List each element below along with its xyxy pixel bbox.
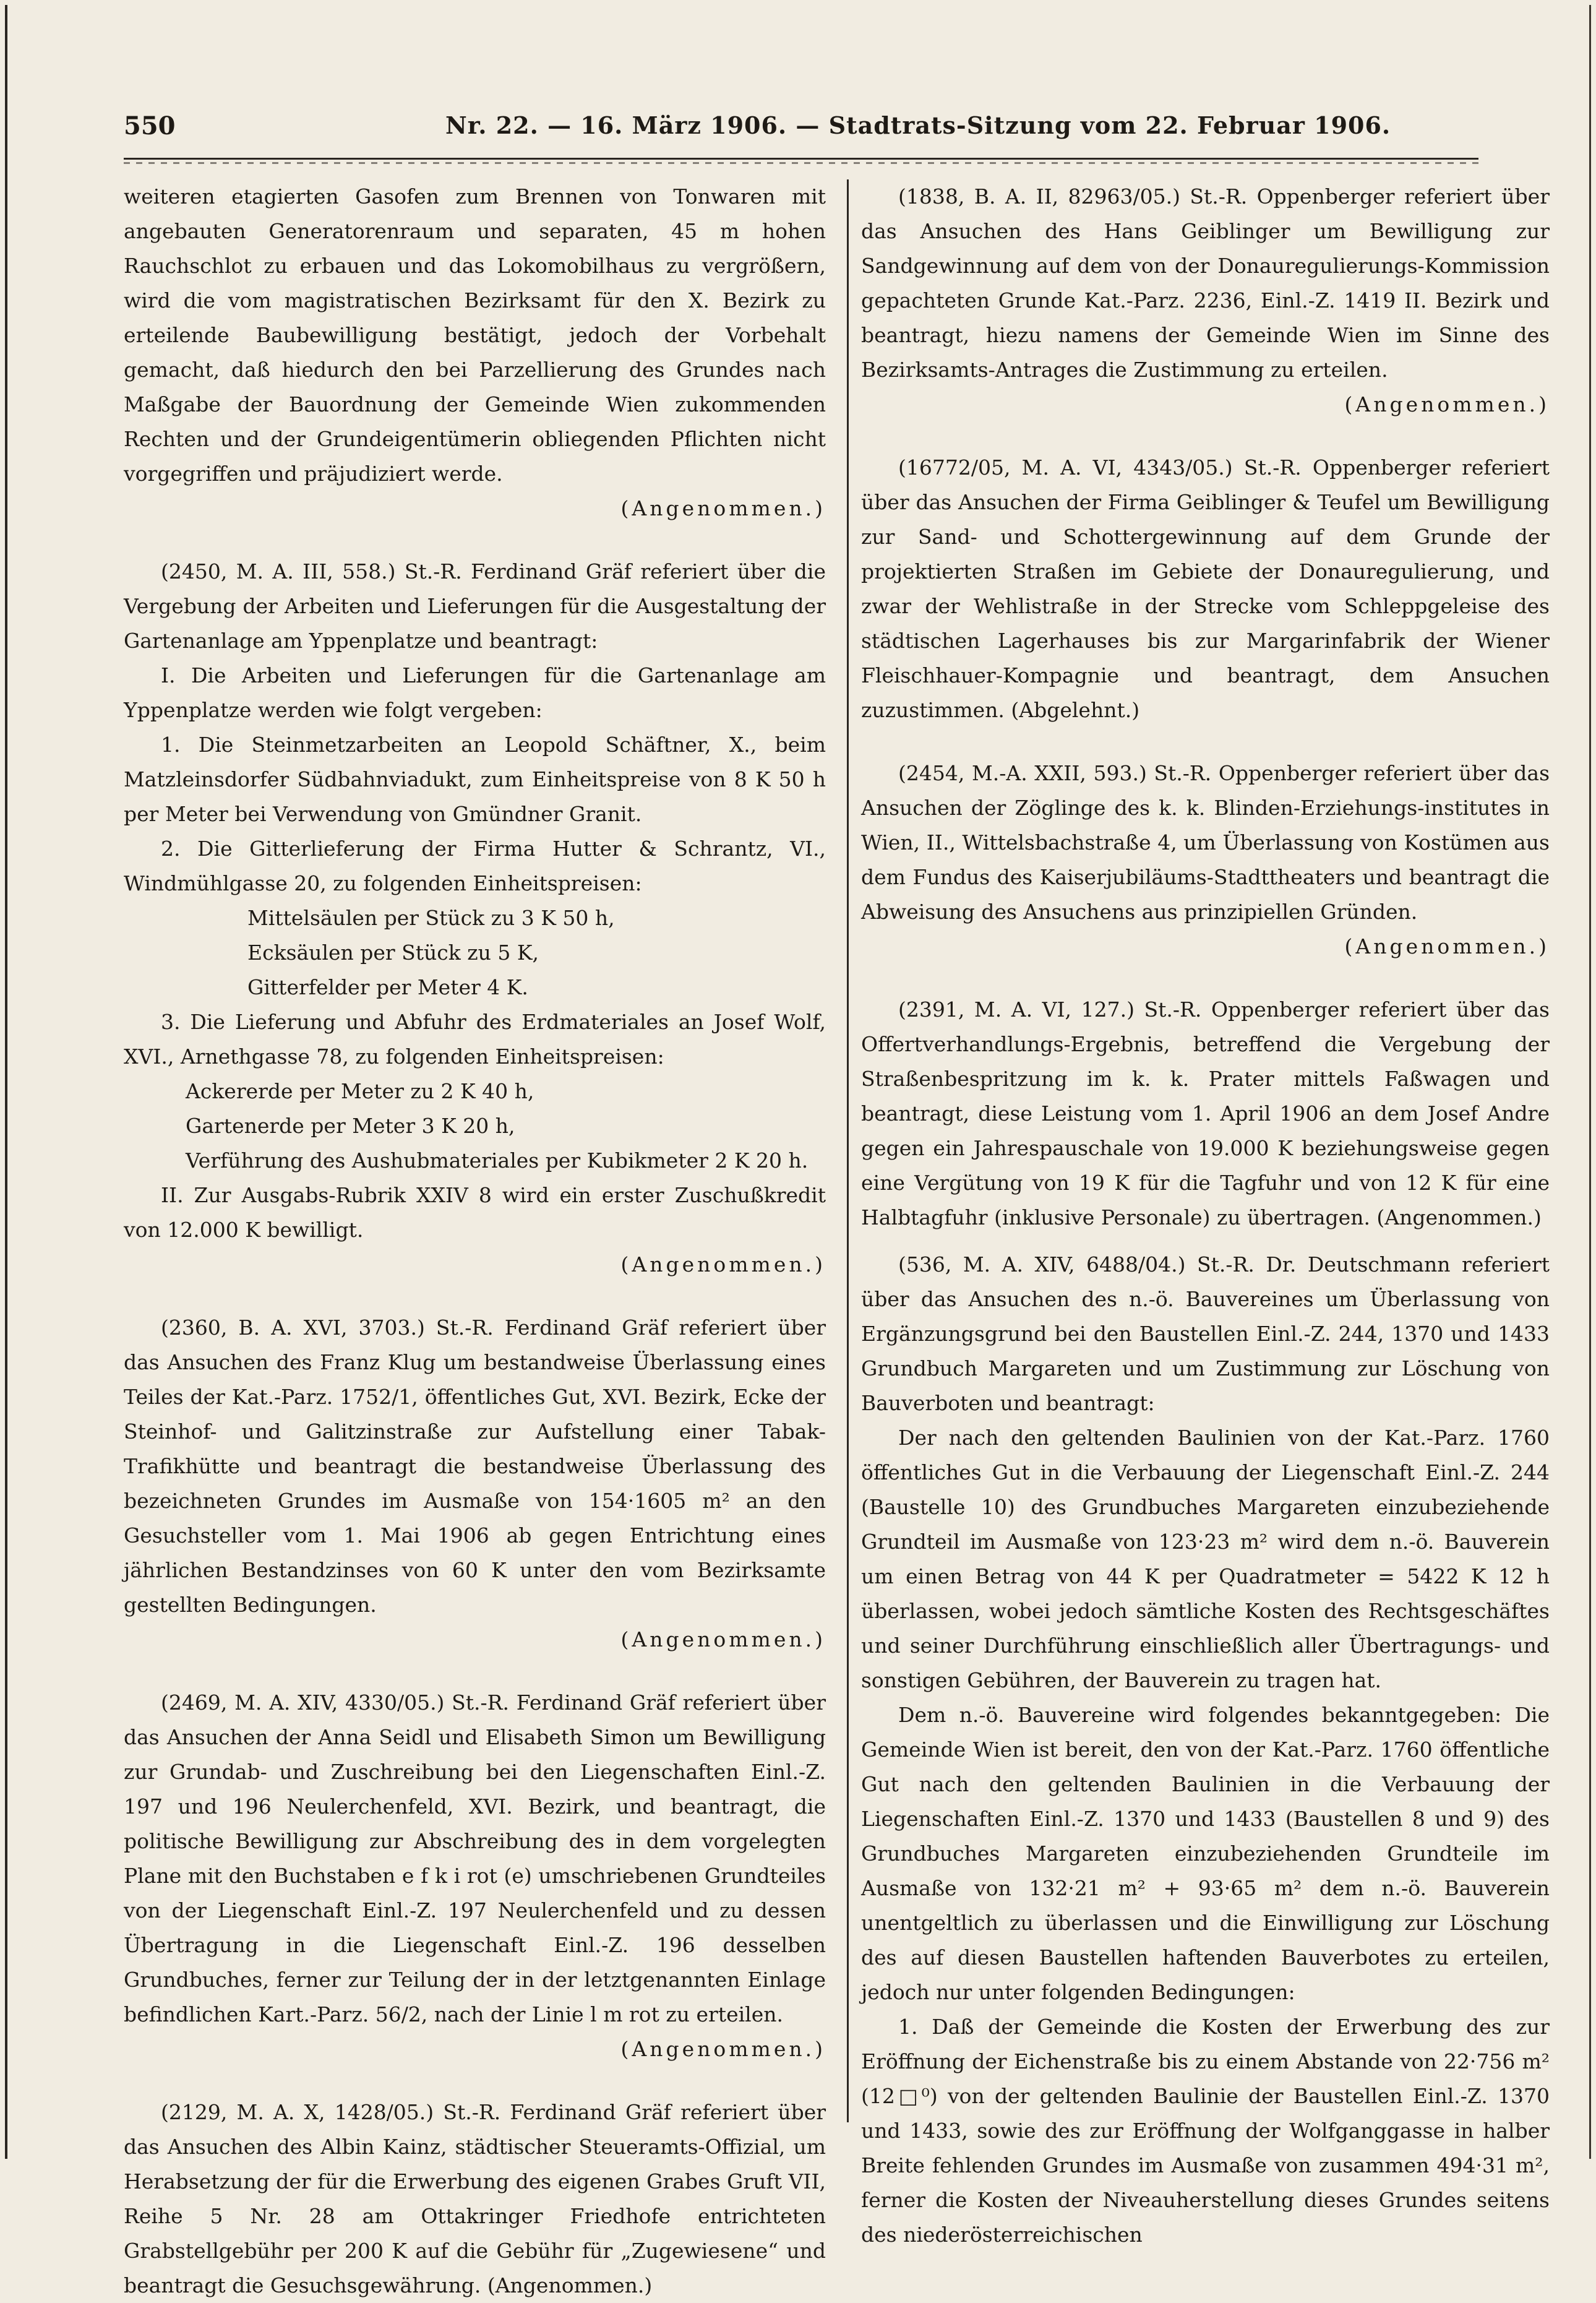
page-number: 550: [124, 111, 176, 140]
paragraph: (2450, M. A. III, 558.) St.-R. Ferdinand Gräf referiert über die Vergebung der Arbeiten und Lieferungen für die Ausgestaltung der Gartenanlage am Yppenplatze und beantragt:: [124, 559, 826, 653]
list-item: 2. Die Gitterlieferung der Firma Hutter & Schrantz, VI., Windmühlgasse 20, zu folgenden Einheitspreisen:: [124, 837, 826, 895]
paragraph: (2391, M. A. VI, 127.) St.-R. Oppenberger referiert über das Offertverhandlungs-Ergebnis, betreffend die Vergebung der Straßenbespritzung im k. k. Prater mittels Faßwagen und beantragt, diese Leistung vom 1. April 1906 an dem Josef Andre gegen ein Jahrespauschale von 19.000 K beziehungsweise gegen eine Vergütung von 19 K für die Tagfuhr und von 12 K für eine Halbtagfuhr (inklusive Personale) zu übertragen. (Angenommen.): [861, 997, 1550, 1229]
list-item: Der nach den geltenden Baulinien von der Kat.-Parz. 1760 öffentliches Gut in die Verbauung der Liegenschaft Einl.-Z. 244 (Baustelle 10) des Grundbuches Margareten einzubeziehende Grundteil im Ausmaße von 123·23 m² wird dem n.-ö. Bauverein um einen Betrag von 44 K per Quadratmeter = 5422 K 12 h überlassen, wobei jedoch sämtliche Kosten des Rechtsgeschäftes und seiner Durchführung einschließlich aller Übertragungs- und sonstigen Gebühren, der Bauverein zu tragen hat.: [861, 1426, 1550, 1692]
paragraph: (16772/05, M. A. VI, 4343/05.) St.-R. Oppenberger referiert über das Ansuchen der Firma Geiblinger & Teufel um Bewilligung zur Sand- und Schottergewinnung auf dem Grunde der projektierten Straßen im Gebiete der Donauregulierung, und zwar der Wehlistraße in der Strecke vom Schleppgeleise des städtischen Lagerhauses bis zur Margarinfabrik der Wiener Fleischhauer-Kompagnie und beantragt, dem Ansuchen zuzustimmen. (Abgelehnt.): [861, 455, 1550, 722]
price-line: Verführung des Aushubmateriales per Kubikmeter 2 K 20 h.: [186, 1148, 809, 1173]
decision-status: (Angenommen.): [620, 496, 826, 520]
paragraph: (2129, M. A. X, 1428/05.) St.-R. Ferdinand Gräf referiert über das Ansuchen des Albin Kainz, städtischer Steueramts-Offizial, um Herabsetzung der für die Erwerbung des eigenen Grabes Gruft VII, Reihe 5 Nr. 28 am Ottakringer Friedhofe entrichteten Grabstellgebühr per 200 K auf die Gebühr für „Zugewiesene“ und beantragt die Gesuchsgewährung. (Angenommen.): [124, 2100, 826, 2297]
price-line: Ackererde per Meter zu 2 K 40 h,: [186, 1079, 534, 1103]
running-head: Nr. 22. — 16. März 1906. — Stadtrats-Sitzung vom 22. Februar 1906.: [445, 111, 1391, 139]
paragraph: weiteren etagierten Gasofen zum Brennen von Tonwaren mit angebauten Generatorenraum und separaten, 45 m hohen Rauchschlot zu erbauen und das Lokomobilhaus zu vergrößern, wird die vom magistratischen Bezirksamt für den X. Bezirk zu erteilende Baubewilligung bestätigt, jedoch der Vorbehalt gemacht, daß hiedurch den bei Parzellierung des Grundes nach Maßgabe der Bauordnung der Gemeinde Wien zukommenden Rechten und der Grundeigentümerin obliegenden Pflichten nicht vorgegriffen und präjudiziert werde.: [124, 184, 826, 486]
list-item: Dem n.-ö. Bauvereine wird folgendes bekanntgegeben: Die Gemeinde Wien ist bereit, den von der Kat.-Parz. 1760 öffentliche Gut nach den geltenden Baulinien in die Verbauung der Liegenschaften Einl.-Z. 1370 und 1433 (Baustellen 8 und 9) des Grundbuches Margareten einzubeziehenden Grundteile im Ausmaße von 132·21 m² + 93·65 m² dem n.-ö. Bauverein unentgeltlich zu überlassen und die Einwilligung zur Löschung des auf diesen Baustellen haftenden Bauverbotes zu erteilen, jedoch nur unter folgenden Bedingungen:: [861, 1703, 1550, 2004]
paragraph: (1838, B. A. II, 82963/05.) St.-R. Oppenberger referiert über das Ansuchen des Hans Geiblinger um Bewilligung zur Sandgewinnung auf dem von der Donauregulierungs-Kommission gepachteten Grunde Kat.-Parz. 2236, Einl.-Z. 1419 II. Bezirk und beantragt, hiezu namens der Gemeinde Wien im Sinne des Bezirksamts-Antrages die Zustimmung zu erteilen.: [861, 184, 1550, 382]
price-line: Gartenerde per Meter 3 K 20 h,: [186, 1114, 515, 1138]
paragraph: (2360, B. A. XVI, 3703.) St.-R. Ferdinand Gräf referiert über das Ansuchen des Franz Klug um bestandweise Überlassung eines Teiles der Kat.-Parz. 1752/1, öffentliches Gut, XVI. Bezirk, Ecke der Steinhof- und Galitzinstraße zur Aufstellung einer Tabak-Trafikhütte und beantragt die bestandweise Überlassung des bezeichneten Grundes im Ausmaße von 154·1605 m² an den Gesuchsteller vom 1. Mai 1906 ab gegen Entrichtung eines jährlichen Bestandzinses von 60 K unter den vom Bezirksamte gestellten Bedingungen.: [124, 1315, 826, 1617]
decision-status: (Angenommen.): [620, 1627, 826, 1651]
list-item: 1. Die Steinmetzarbeiten an Leopold Schäftner, X., beim Matzleinsdorfer Südbahnviadukt, zum Einheitspreise von 8 K 50 h per Meter bei Verwendung von Gmündner Granit.: [124, 733, 826, 826]
decision-status: (Angenommen.): [1344, 392, 1550, 416]
decision-status: (Angenommen.): [620, 1252, 826, 1276]
spacer: [124, 1282, 826, 1311]
column-divider: [847, 179, 849, 2122]
spacer: [861, 964, 1550, 992]
paragraph: (2454, M.-A. XXII, 593.) St.-R. Oppenberger referiert über das Ansuchen der Zöglinge des k. k. Blinden-Erziehungs-institutes in Wien, II., Wittelsbachstraße 4, um Überlassung von Kostümen aus dem Fundus des Kaiserjubiläums-Stadttheaters und beantragt die Abweisung des Ansuchens aus prinzipiellen Gründen.: [861, 761, 1550, 924]
price-line: Ecksäulen per Stück zu 5 K,: [247, 941, 539, 965]
header-rule: [124, 158, 1478, 166]
spacer: [124, 1657, 826, 1685]
list-item: II. Zur Ausgabs-Rubrik XXIV 8 wird ein erster Zuschußkredit von 12.000 K bewilligt.: [124, 1183, 826, 1242]
paragraph: (2469, M. A. XIV, 4330/05.) St.-R. Ferdinand Gräf referiert über das Ansuchen der Anna Seidl und Elisabeth Simon um Bewilligung zur Grundab- und Zuschreibung bei den Liegenschaften Einl.-Z. 197 und 196 Neulerchenfeld, XVI. Bezirk, und beantragt, die politische Bewilligung zur Abschreibung des in dem vorgelegten Plane mit den Buchstaben e f k i rot (e) umschriebenen Grundteiles von der Liegenschaft Einl.-Z. 197 Neulerchenfeld und zu dessen Übertragung in die Liegenschaft Einl.-Z. 196 desselben Grundbuches, ferner zur Teilung der in der letztgenannten Einlage befindlichen Kart.-Parz. 56/2, nach der Linie l m rot zu erteilen.: [124, 1690, 826, 2026]
list-item: 1. Daß der Gemeinde die Kosten der Erwerbung des zur Eröffnung der Eichenstraße bis zu einem Abstande von 22·756 m² (12□⁰) von der geltenden Baulinie der Baustellen Einl.-Z. 1370 und 1433, sowie des zur Eröffnung der Wolfganggasse in halber Breite fehlenden Grundes im Ausmaße von zusammen 494·31 m², ferner die Kosten der Niveauherstellung dieses Grundes seitens des niederösterreichischen: [861, 2015, 1550, 2247]
list-item: I. Die Arbeiten und Lieferungen für die Gartenanlage am Yppenplatze werden wie folgt vergeben:: [124, 663, 826, 722]
spacer: [861, 1235, 1550, 1247]
spacer: [124, 2067, 826, 2095]
price-line: Gitterfelder per Meter 4 K.: [247, 975, 528, 999]
page-header: [124, 111, 1478, 155]
right-column: [861, 179, 1550, 2252]
decision-status: (Angenommen.): [620, 2037, 826, 2061]
left-column: [124, 179, 826, 2303]
paragraph: (536, M. A. XIV, 6488/04.) St.-R. Dr. Deutschmann referiert über das Ansuchen des n.-ö. Bauvereines um Überlassung von Ergänzungsgrund bei den Baustellen Einl.-Z. 244, 1370 und 1433 Grundbuch Margareten und um Zustimmung zur Löschung von Bauverboten und beantragt:: [861, 1252, 1550, 1415]
spacer: [861, 422, 1550, 450]
price-line: Mittelsäulen per Stück zu 3 K 50 h,: [247, 906, 615, 930]
decision-status: (Angenommen.): [1344, 934, 1550, 958]
spacer: [861, 728, 1550, 756]
list-item: 3. Die Lieferung und Abfuhr des Erdmateriales an Josef Wolf, XVI., Arnethgasse 78, zu folgenden Einheitspreisen:: [124, 1010, 826, 1069]
spacer: [124, 526, 826, 554]
